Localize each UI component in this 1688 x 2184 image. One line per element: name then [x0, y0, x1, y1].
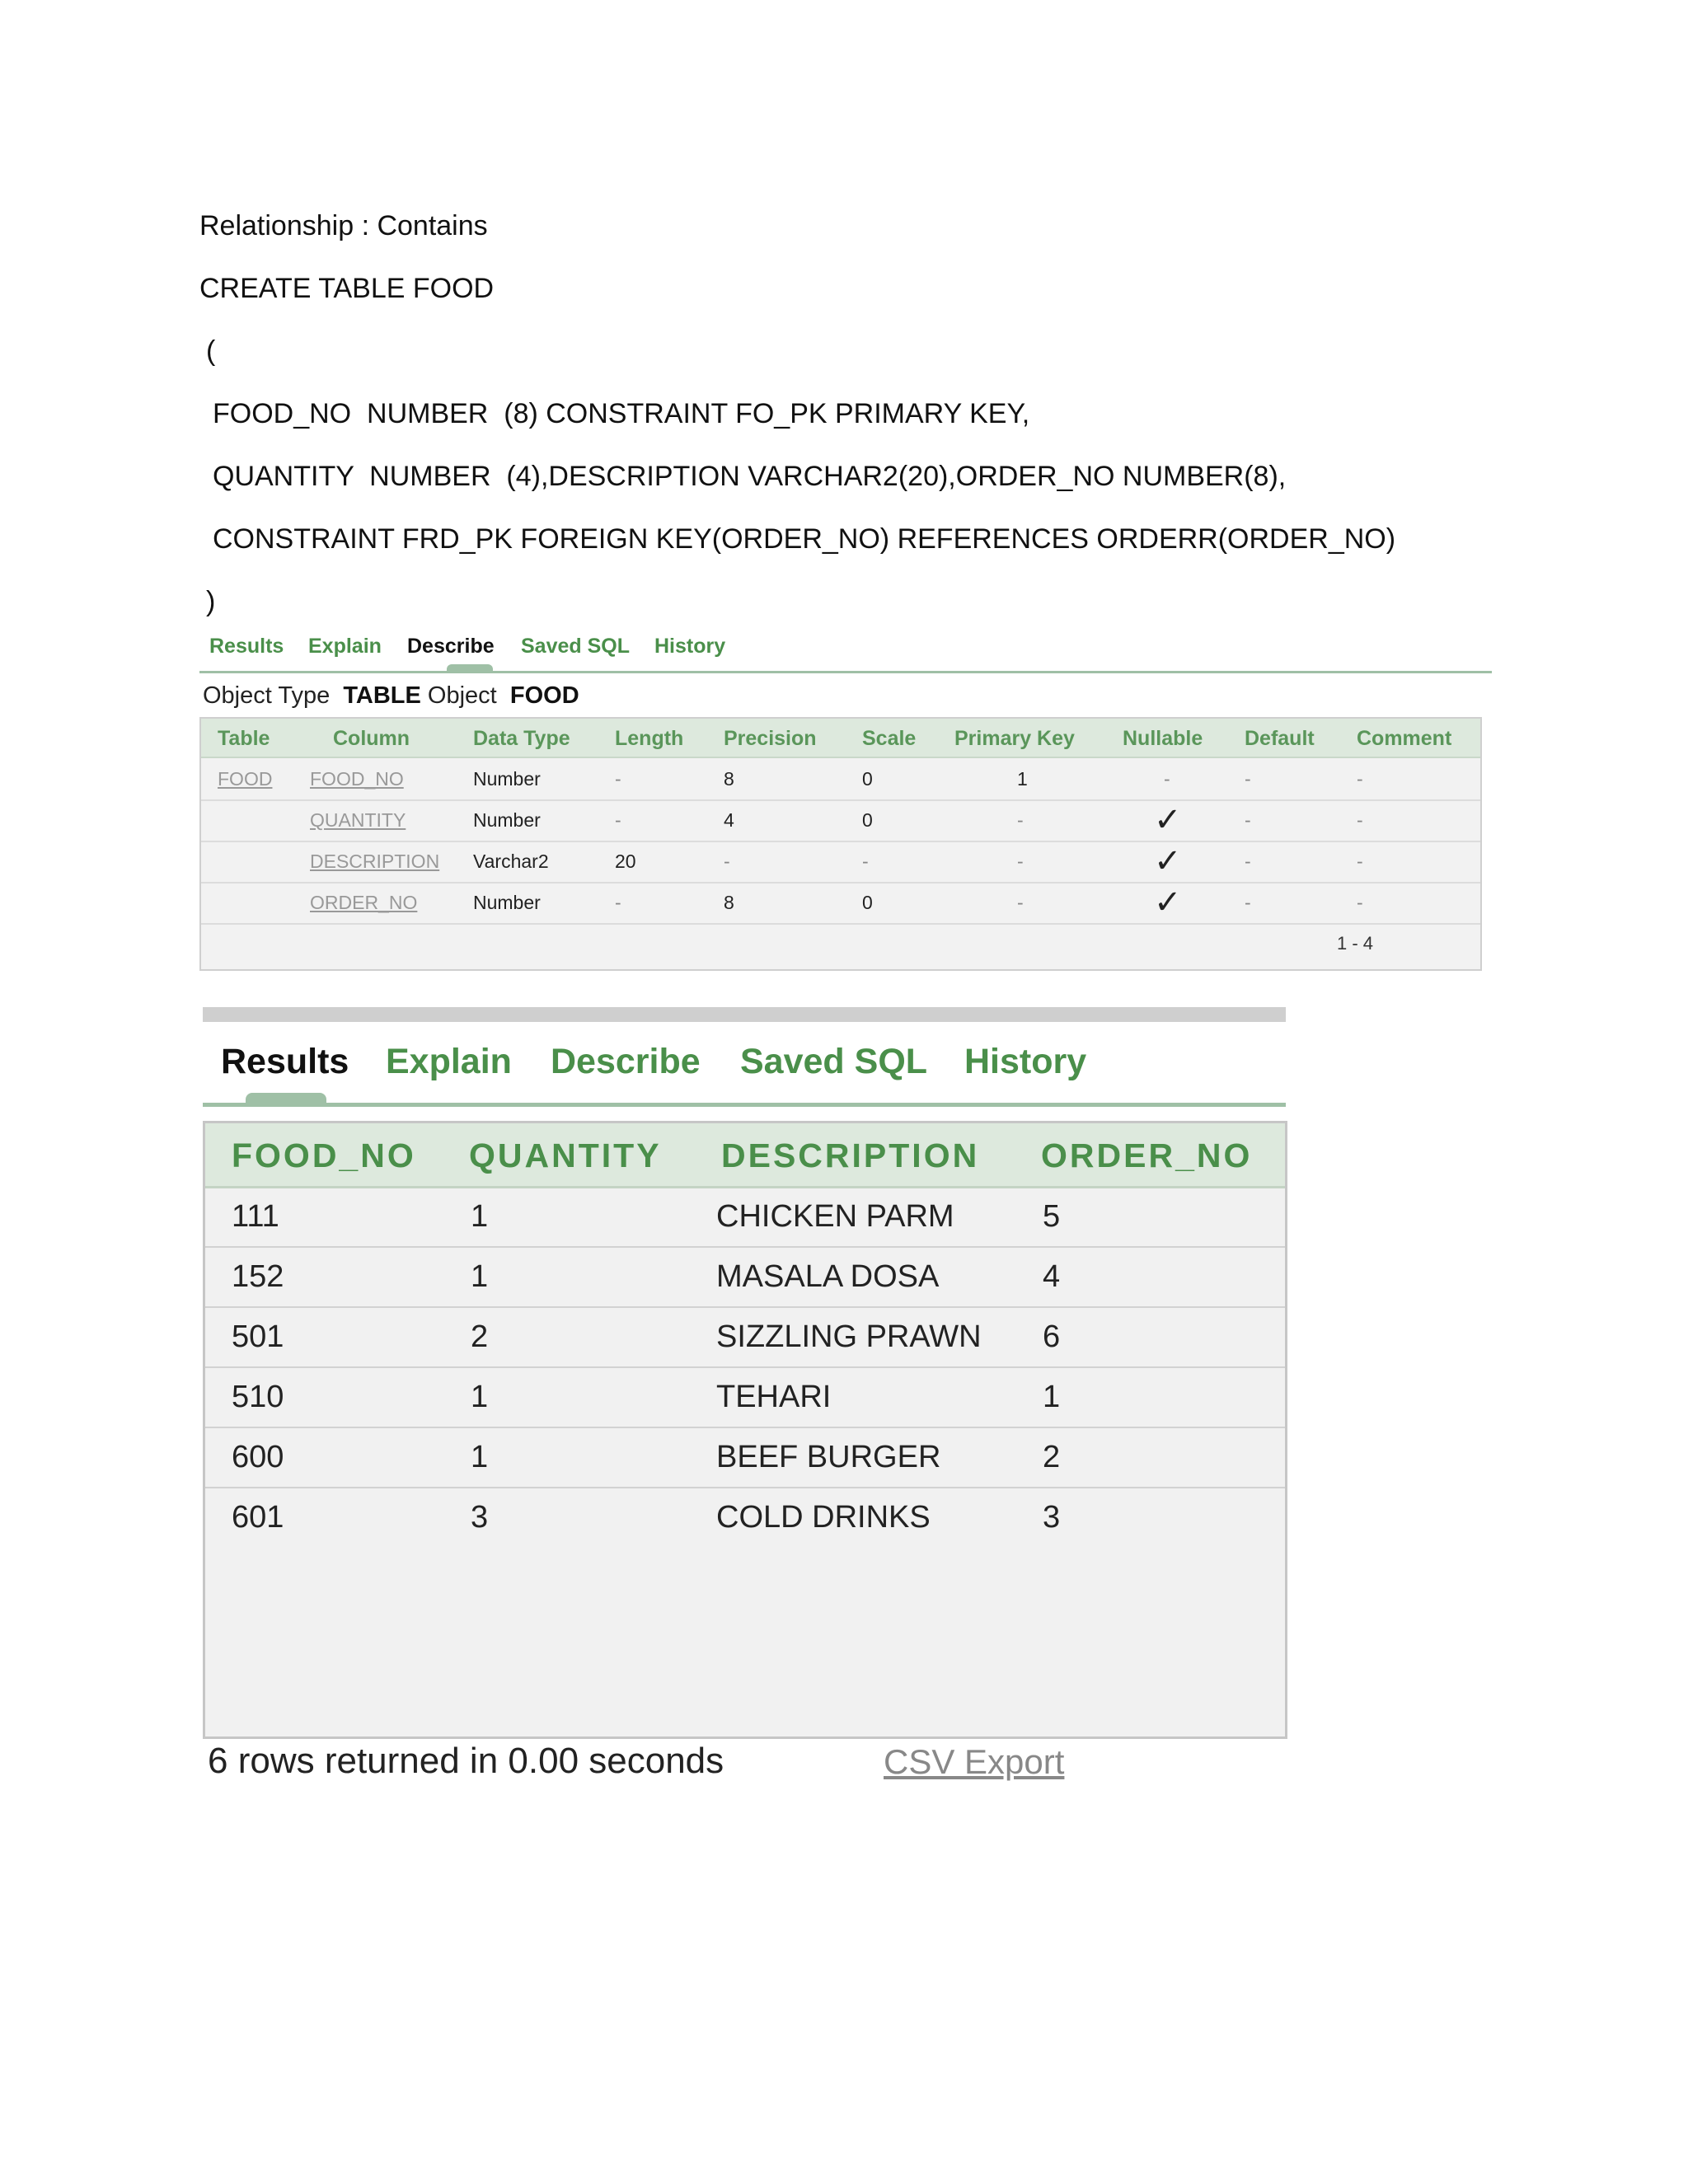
header-data-type: Data Type: [473, 727, 570, 750]
open-paren-line: (: [206, 335, 216, 367]
data-type-cell: Varchar2: [473, 851, 549, 872]
primary-key-cell: -: [1017, 851, 1024, 872]
precision-cell: 8: [724, 768, 734, 790]
primary-key-cell: -: [1017, 892, 1024, 913]
comment-cell: -: [1357, 851, 1363, 872]
default-cell: -: [1245, 851, 1251, 872]
tab-saved-sql[interactable]: Saved SQL: [740, 1042, 928, 1081]
panel-top-bar: [203, 1007, 1286, 1022]
table-row: [201, 841, 1480, 883]
table-row: [205, 1306, 1285, 1368]
tab-history[interactable]: History: [654, 635, 726, 658]
data-type-cell: Number: [473, 892, 541, 913]
quantity-cell: 1: [471, 1199, 489, 1234]
active-tab-indicator: [246, 1093, 326, 1103]
pagination-range: 1 - 4: [1336, 933, 1373, 954]
csv-export-link[interactable]: CSV Export: [884, 1742, 1065, 1781]
nullable-check-icon: ✓: [1154, 884, 1182, 921]
nullable-cell: -: [1164, 768, 1170, 790]
order-no-cell: 5: [1043, 1199, 1061, 1234]
data-type-cell: Number: [473, 768, 541, 790]
header-default: Default: [1245, 727, 1315, 750]
data-type-cell: Number: [473, 809, 541, 831]
description-cell: COLD DRINKS: [716, 1500, 931, 1535]
precision-cell: 4: [724, 809, 734, 831]
description-cell: SIZZLING PRAWN: [716, 1319, 982, 1354]
quantity-cell: 1: [471, 1440, 489, 1474]
table-row: [201, 758, 1480, 801]
header-description: DESCRIPTION: [721, 1137, 980, 1174]
description-cell: TEHARI: [716, 1380, 832, 1414]
rows-returned-status: 6 rows returned in 0.00 seconds: [208, 1741, 724, 1781]
food-no-cell: 111: [232, 1199, 279, 1234]
object-name-value: FOOD: [509, 682, 579, 709]
results-tab-bar: [203, 1022, 1286, 1107]
tab-describe[interactable]: Describe: [551, 1042, 701, 1081]
describe-table: [199, 717, 1482, 971]
sql-statement: [199, 194, 1601, 633]
column-link[interactable]: DESCRIPTION: [310, 851, 440, 872]
results-table: [203, 1121, 1287, 1739]
food-no-cell: 601: [232, 1500, 284, 1535]
order-no-cell: 1: [1043, 1380, 1061, 1414]
active-tab-indicator: [447, 664, 493, 673]
header-nullable: Nullable: [1123, 727, 1203, 750]
column-link[interactable]: ORDER_NO: [310, 892, 418, 913]
header-scale: Scale: [862, 727, 917, 750]
default-cell: -: [1245, 892, 1251, 913]
header-quantity: QUANTITY: [469, 1137, 662, 1174]
description-cell: MASALA DOSA: [716, 1259, 940, 1294]
describe-table-header: [201, 719, 1480, 758]
quantity-cell: 1: [471, 1380, 489, 1414]
length-cell: -: [615, 809, 621, 831]
table-row: [201, 799, 1480, 842]
length-cell: 20: [615, 851, 636, 872]
header-column: Column: [333, 727, 410, 750]
order-no-cell: 4: [1043, 1259, 1061, 1294]
primary-key-cell: -: [1017, 809, 1024, 831]
table-row: [205, 1487, 1285, 1547]
primary-key-cell: 1: [1017, 768, 1028, 790]
scale-cell: -: [862, 851, 869, 872]
tab-explain[interactable]: Explain: [308, 635, 382, 658]
nullable-check-icon: ✓: [1154, 843, 1182, 879]
object-type-value: TABLE: [343, 682, 421, 709]
header-order-no: ORDER_NO: [1041, 1137, 1253, 1174]
column-definitions: QUANTITY NUMBER (4),DESCRIPTION VARCHAR2(20),ORDER_NO NUMBER(8),: [213, 461, 1287, 492]
default-cell: -: [1245, 809, 1251, 831]
column-link[interactable]: FOOD_NO: [310, 768, 404, 790]
describe-tab-bar: [199, 628, 1492, 673]
quantity-cell: 3: [471, 1500, 489, 1535]
relationship-line: Relationship : Contains: [199, 210, 488, 241]
food-no-cell: 510: [232, 1380, 284, 1414]
header-table: Table: [218, 727, 270, 750]
close-paren-line: ): [206, 586, 216, 617]
table-row: [205, 1427, 1285, 1488]
create-table-line: CREATE TABLE FOOD: [199, 273, 495, 304]
describe-panel: [199, 628, 1492, 954]
header-precision: Precision: [724, 727, 817, 750]
food-no-cell: 600: [232, 1440, 284, 1474]
quantity-cell: 2: [471, 1319, 489, 1354]
tab-describe[interactable]: Describe: [407, 635, 495, 658]
results-table-header: [205, 1123, 1285, 1188]
order-no-cell: 2: [1043, 1440, 1061, 1474]
tab-explain[interactable]: Explain: [386, 1042, 512, 1081]
length-cell: -: [615, 892, 621, 913]
header-length: Length: [615, 727, 684, 750]
table-row: [205, 1186, 1285, 1248]
scale-cell: 0: [862, 892, 873, 913]
header-primary-key: Primary Key: [954, 727, 1075, 750]
precision-cell: 8: [724, 892, 734, 913]
table-link[interactable]: FOOD: [218, 768, 273, 790]
comment-cell: -: [1357, 892, 1363, 913]
food-no-cell: 152: [232, 1259, 284, 1294]
tab-history[interactable]: History: [964, 1042, 1087, 1081]
order-no-cell: 3: [1043, 1500, 1061, 1535]
scale-cell: 0: [862, 809, 873, 831]
default-cell: -: [1245, 768, 1251, 790]
food-no-definition: FOOD_NO NUMBER (8) CONSTRAINT FO_PK PRIMARY KEY,: [213, 398, 1030, 429]
object-label: Object: [427, 682, 497, 709]
header-comment: Comment: [1357, 727, 1452, 750]
description-cell: CHICKEN PARM: [716, 1199, 954, 1234]
table-row: [205, 1366, 1285, 1428]
column-link[interactable]: QUANTITY: [310, 809, 406, 831]
table-row: [201, 882, 1480, 925]
foreign-key-constraint: CONSTRAINT FRD_PK FOREIGN KEY(ORDER_NO) REFERENCES ORDERR(ORDER_NO): [213, 523, 1396, 555]
table-row: [205, 1246, 1285, 1308]
quantity-cell: 1: [471, 1259, 489, 1294]
description-cell: BEEF BURGER: [716, 1440, 941, 1474]
tab-results[interactable]: Results: [221, 1042, 349, 1081]
order-no-cell: 6: [1043, 1319, 1061, 1354]
nullable-check-icon: ✓: [1154, 802, 1182, 838]
comment-cell: -: [1357, 768, 1363, 790]
object-type-label: Object Type: [203, 682, 331, 709]
food-no-cell: 501: [232, 1319, 284, 1354]
length-cell: -: [615, 768, 621, 790]
comment-cell: -: [1357, 809, 1363, 831]
tab-results[interactable]: Results: [209, 635, 284, 658]
tab-saved-sql[interactable]: Saved SQL: [521, 635, 630, 658]
object-info: [203, 682, 579, 710]
scale-cell: 0: [862, 768, 873, 790]
header-food-no: FOOD_NO: [232, 1137, 416, 1174]
precision-cell: -: [724, 851, 730, 872]
